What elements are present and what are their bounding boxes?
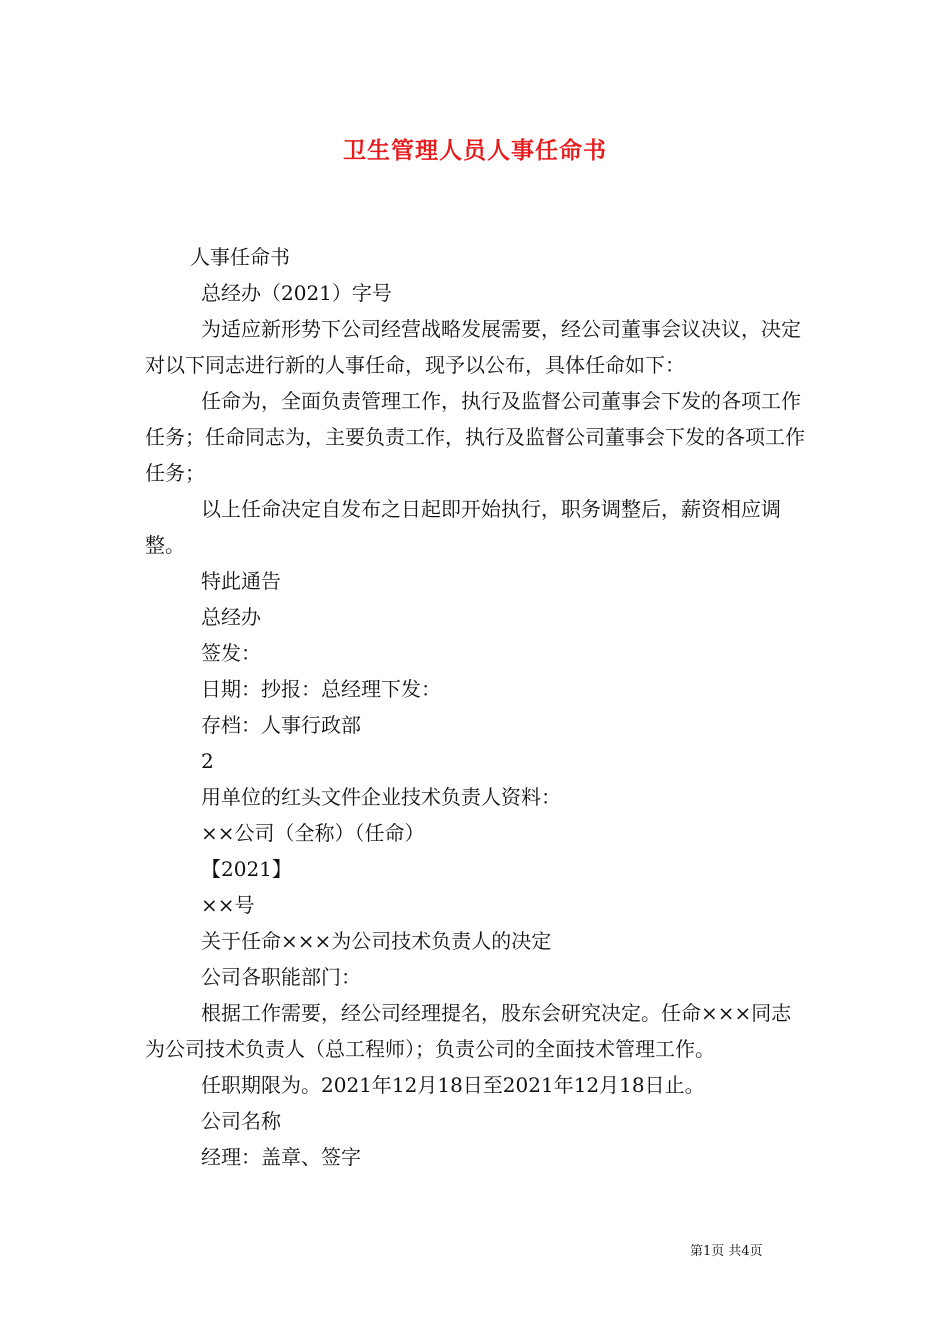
- page-footer: 第1页 共4页: [690, 1244, 763, 1259]
- paragraph: 人事任命书: [190, 245, 290, 269]
- paragraph: 用单位的红头文件企业技术负责人资料：: [201, 785, 561, 809]
- paragraph: 存档：人事行政部: [201, 713, 361, 737]
- paragraph: ××公司（全称）（任命）: [201, 821, 425, 845]
- paragraph: 总经办: [201, 605, 261, 629]
- paragraph: ××号: [201, 893, 255, 917]
- paragraph: 【2021】: [201, 857, 292, 881]
- paragraph: 任职期限为。2021年12月18日至2021年12月18日止。: [201, 1073, 705, 1097]
- paragraph: 关于任命×××为公司技术负责人的决定: [201, 929, 552, 953]
- paragraph: 总经办（2021）字号: [201, 281, 392, 305]
- paragraph: 经理：盖章、签字: [201, 1145, 361, 1169]
- paragraph: 签发：: [201, 641, 261, 665]
- paragraph: 公司名称: [201, 1109, 281, 1133]
- document-title: 卫生管理人员人事任命书: [343, 137, 607, 164]
- paragraph: 任命为，全面负责管理工作，执行及监督公司董事会下发的各项工作任务；任命同志为，主要负责工作，执行及监督公司董事会下发的各项工作任务；: [145, 389, 805, 485]
- paragraph: 公司各职能部门：: [201, 965, 361, 989]
- paragraph: 以上任命决定自发布之日起即开始执行，职务调整后，薪资相应调整。: [145, 497, 781, 557]
- paragraph: 2: [201, 749, 214, 773]
- paragraph: 根据工作需要，经公司经理提名，股东会研究决定。任命×××同志为公司技术负责人（总工程师）；负责公司的全面技术管理工作。: [145, 1001, 792, 1061]
- paragraph: 日期：抄报：总经理下发：: [201, 677, 441, 701]
- paragraph: 特此通告: [201, 569, 281, 593]
- document-body: [145, 239, 810, 1175]
- paragraph: 为适应新形势下公司经营战略发展需要，经公司董事会议决议，决定对以下同志进行新的人事任命，现予以公布，具体任命如下：: [145, 317, 801, 377]
